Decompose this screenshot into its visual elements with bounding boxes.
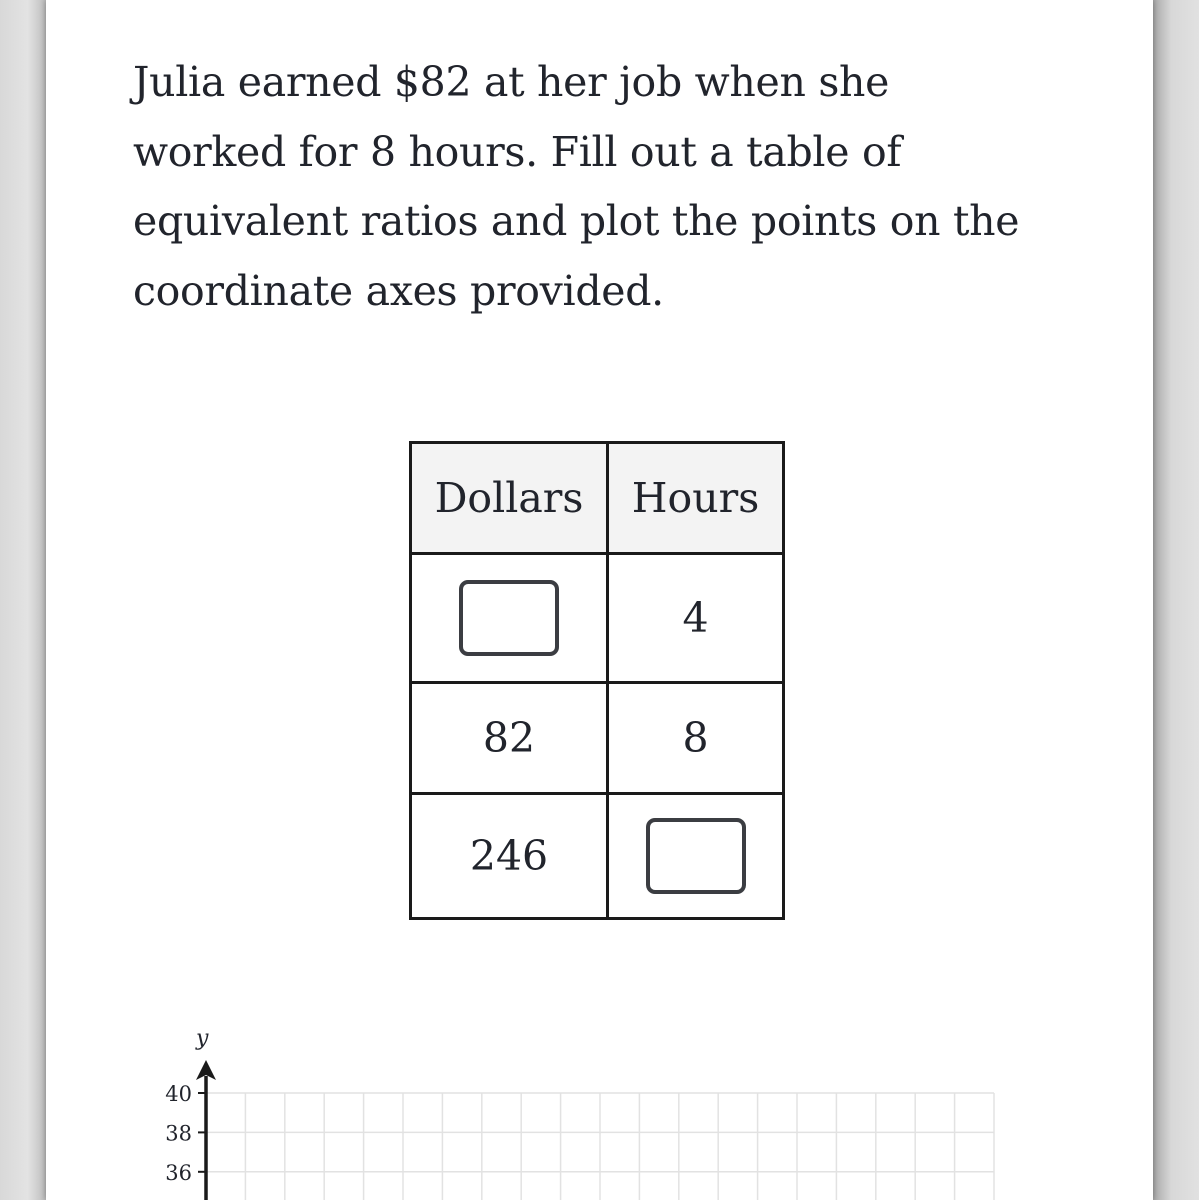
exercise-card bbox=[46, 0, 1153, 1200]
cell-hours: 8 bbox=[608, 683, 784, 794]
table-row bbox=[411, 794, 784, 919]
coordinate-graph[interactable] bbox=[46, 1010, 1153, 1200]
cell-hours: 4 bbox=[608, 554, 784, 683]
cell-dollars: 82 bbox=[411, 683, 608, 794]
table-row bbox=[411, 683, 784, 794]
header-dollars: Dollars bbox=[411, 443, 608, 554]
background-left bbox=[0, 0, 46, 1200]
y-tick-label: 40 bbox=[165, 1082, 192, 1106]
graph-grid bbox=[206, 1093, 994, 1200]
y-axis-label: y bbox=[196, 1026, 209, 1051]
background-right bbox=[1153, 0, 1199, 1200]
hours-answer-input[interactable] bbox=[646, 818, 746, 894]
dollars-answer-input[interactable] bbox=[459, 580, 559, 656]
table-row bbox=[411, 554, 784, 683]
cell-dollars-input bbox=[411, 554, 608, 683]
problem-statement: Julia earned $82 at her job when she worked for 8 hours. Fill out a table of equivalent ratios and plot the points on the coordinate axes provided. bbox=[133, 58, 1020, 315]
ratio-table bbox=[409, 441, 785, 920]
y-tick-label: 36 bbox=[165, 1160, 192, 1185]
y-tick-label: 38 bbox=[165, 1121, 192, 1146]
cell-dollars: 246 bbox=[411, 794, 608, 919]
cell-hours-input bbox=[608, 794, 784, 919]
y-tick-labels bbox=[165, 1082, 206, 1185]
table-header-row bbox=[411, 443, 784, 554]
header-hours: Hours bbox=[608, 443, 784, 554]
